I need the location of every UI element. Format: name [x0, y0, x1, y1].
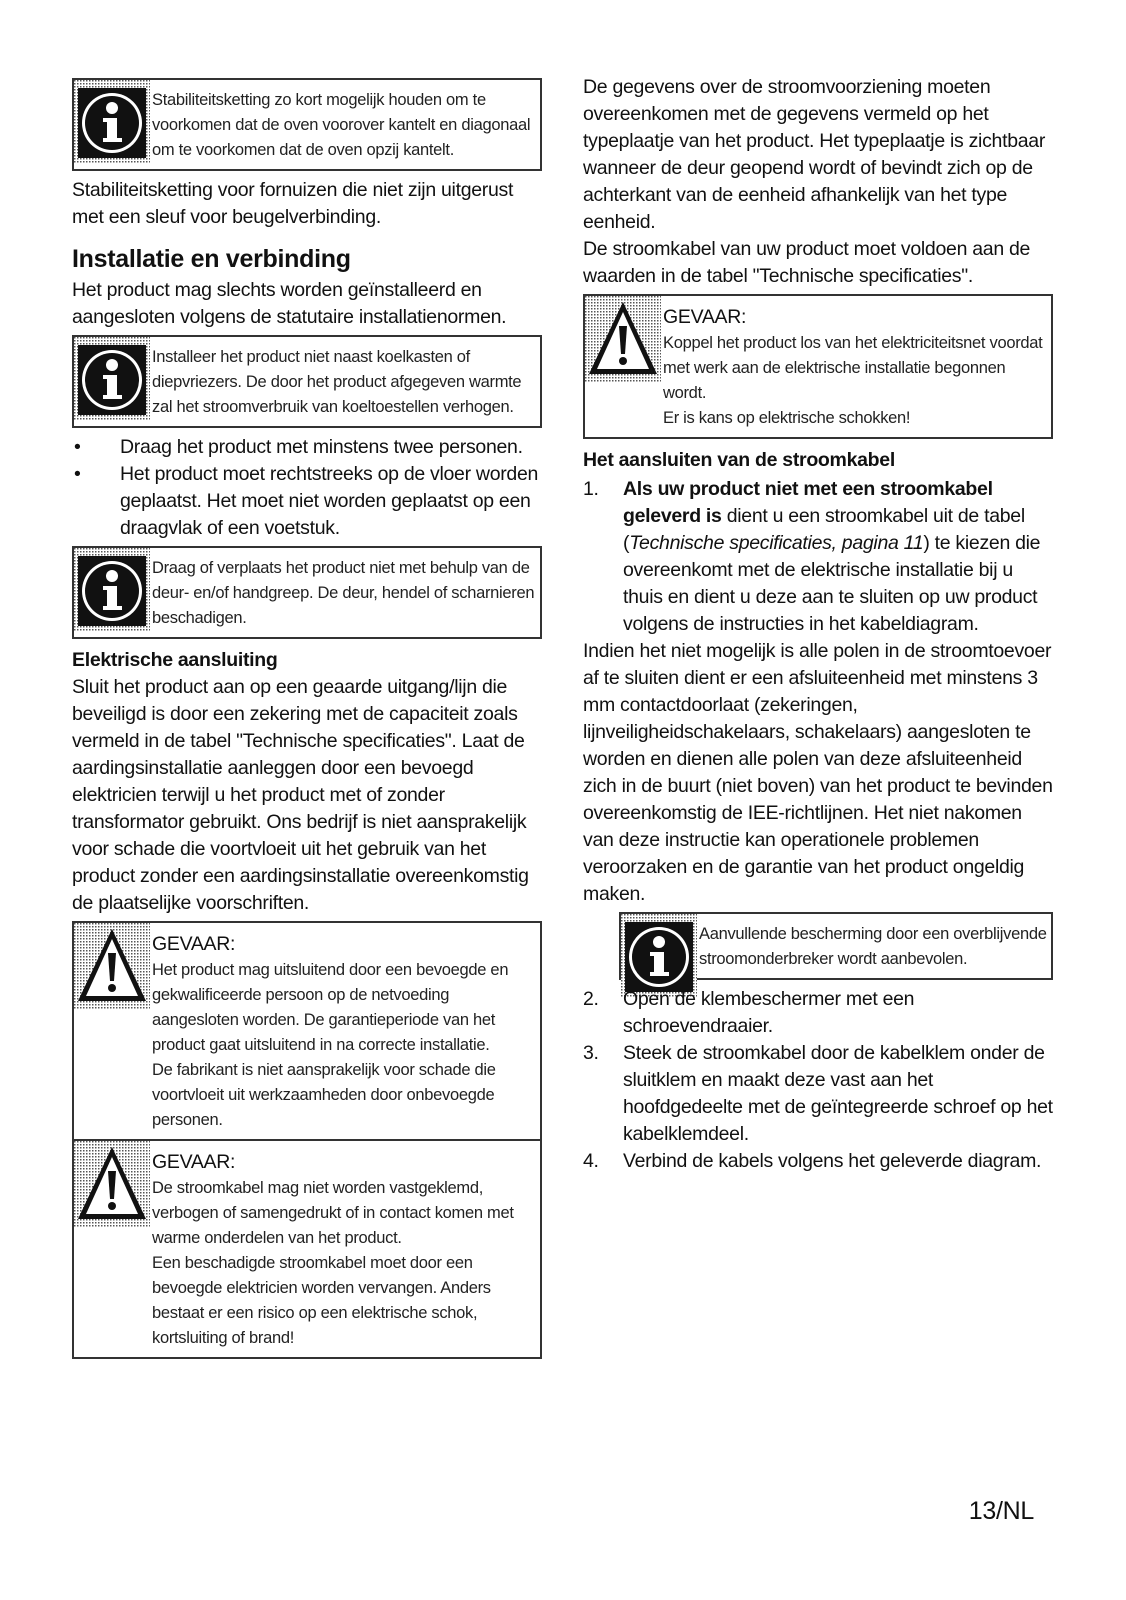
- cable-heading: Het aansluiten van de stroomkabel: [583, 449, 895, 471]
- page-number: 13/NL: [968, 1497, 1034, 1525]
- info-note-fridge: [72, 335, 542, 428]
- step-text: dient u een stroomkabel uit de tabel (: [623, 505, 1025, 554]
- danger-text: Er is kans op elektrische schokken!: [663, 409, 911, 427]
- install-heading: Installatie en verbinding: [72, 245, 351, 273]
- elec-paragraph: Sluit het product aan op een geaarde uitgang/lijn die beveiligd is door een zekering met de capaciteit zoals vermeld in de tabel "Technische specificaties". Laat de aardingsinstallatie aanleggen door een bevoegd elektricien terwijl u het product met of zonder transformator gebruikt. Ons bedrijf is niet aansprakelijk voor schade die voortvloeit uit het gebruik van het product zonder een aardingsinstallatie overeenkomstig de plaatselijke voorschriften.: [72, 676, 529, 914]
- info-note-breaker: [619, 912, 1053, 980]
- danger-text: Het product mag uitsluitend door een bevoegde en gekwalificeerde persoon op de netvoeding aangesloten worden. De garantieperiode van het product gaat uitsluitend in na correcte installatie.: [152, 961, 509, 1054]
- info-text: Draag of verplaats het product niet met behulp van de deur- en/of handgreep. De deur, hendel of scharnieren beschadigen.: [152, 559, 535, 627]
- info-icon: [74, 548, 150, 632]
- list-item: • Draag het product met minstens twee personen.: [72, 434, 542, 461]
- step-bold-text: Als uw product niet met een stroomkabel geleverd is: [623, 478, 993, 527]
- step-text: Steek de stroomkabel door de kabelklem onder de sluitklem en maakt deze vast aan het hoofdgedeelte met de geïntegreerde schroef op het kabelklemdeel.: [623, 1042, 1053, 1145]
- warning-icon: [585, 296, 661, 382]
- disconnect-paragraph: Indien het niet mogelijk is alle polen in de stroomtoevoer af te sluiten dient er een afsluiteenheid met minstens 3 mm contactdoorlaat (zekeringen, lijnveiligheidschakelaars, schakelaars) aangesloten te worden en dienen alle polen van deze afsluiteenheid zich in de buurt (niet boven) van het product te bevinden overeenkomstig de IEE-richtlijnen. Het niet nakomen van deze instructie kan operationele problemen veroorzaken en de garantie van het product ongeldig maken.: [583, 640, 1053, 905]
- step-number: 4.: [583, 1150, 599, 1172]
- danger-text: Een beschadigde stroomkabel moet door een bevoegde elektricien worden vervangen. Anders bestaat er een risico op een elektrische schok, kortsluiting of brand!: [152, 1254, 491, 1347]
- step-text: ) te kiezen die overeenkomt met de elektrische installatie bij u thuis en dient u deze aan te sluiten op uw product volgens de instructies in het kabeldiagram.: [623, 532, 1041, 635]
- install-paragraph: Het product mag slechts worden geïnstalleerd en aangesloten volgens de statutaire installatienormen.: [72, 279, 507, 328]
- danger-title: GEVAAR:: [152, 1151, 236, 1173]
- danger-text: De fabrikant is niet aansprakelijk voor schade die voortvloeit uit werkzaamheden door onbevoegde personen.: [152, 1061, 496, 1129]
- info-note-handle: [72, 546, 542, 639]
- info-text: Aanvullende bescherming door een overblijvende stroomonderbreker wordt aanbevolen.: [699, 925, 1047, 968]
- list-item: • Het product moet rechtstreeks op de vloer worden geplaatst. Het moet niet worden geplaatst op een draagvlak of een voetstuk.: [72, 461, 542, 542]
- danger-note-installer: [72, 921, 542, 1141]
- info-note-stability: [72, 78, 542, 171]
- step-number: 1.: [583, 478, 599, 500]
- step-list-2: [583, 986, 1053, 1175]
- danger-text: Koppel het product los van het elektriciteitsnet voordat met werk aan de elektrische installatie begonnen wordt.: [663, 334, 1043, 402]
- spec-reference: Technische specificaties, pagina 11: [629, 532, 924, 554]
- info-text: Installeer het product niet naast koelkasten of diepvriezers. De door het product afgegeven warmte zal het stroomverbruik van koeltoestellen verhogen.: [152, 348, 522, 416]
- step-text: Verbind de kabels volgens het geleverde diagram.: [623, 1150, 1042, 1172]
- bullet-list: [72, 434, 542, 542]
- info-icon: [74, 80, 150, 164]
- step-text: Open de klembeschermer met een schroevendraaier.: [623, 988, 915, 1037]
- list-item: [583, 1040, 1053, 1148]
- danger-note-cable: [72, 1139, 542, 1359]
- step-list-1: [583, 476, 1053, 638]
- info-text: Stabiliteitsketting zo kort mogelijk houden om te voorkomen dat de oven voorover kantelt en diagonaal om te voorkomen dat de oven opzij kantelt.: [152, 91, 531, 159]
- danger-title: GEVAAR:: [663, 306, 747, 328]
- danger-text: De stroomkabel mag niet worden vastgeklemd, verbogen of samengedrukt of in contact komen met warme onderdelen van het product.: [152, 1179, 514, 1247]
- step-number: 3.: [583, 1042, 599, 1064]
- step-number: 2.: [583, 988, 599, 1010]
- info-icon: [74, 337, 150, 421]
- warning-icon: [74, 923, 150, 1009]
- right-column: [583, 74, 1053, 1175]
- stability-paragraph: Stabiliteitsketting voor fornuizen die niet zijn uitgerust met een sleuf voor beugelverbinding.: [72, 179, 514, 228]
- left-column: [72, 74, 542, 1365]
- list-item: [583, 986, 1053, 1040]
- list-item: [583, 476, 1053, 638]
- power-data-paragraph: De gegevens over de stroomvoorziening moeten overeenkomen met de gegevens vermeld op het typeplaatje van het product. Het typeplaatje is zichtbaar wanneer de deur geopend wordt of bevindt zich op de achterkant van de eenheid afhankelijk van het type eenheid.: [583, 76, 1046, 233]
- danger-title: GEVAAR:: [152, 933, 236, 955]
- warning-icon: [74, 1141, 150, 1227]
- list-item: [583, 1148, 1053, 1175]
- elec-heading: Elektrische aansluiting: [72, 649, 278, 671]
- danger-note-disconnect: [583, 294, 1053, 439]
- power-cable-paragraph: De stroomkabel van uw product moet voldoen aan de waarden in de tabel "Technische specificaties".: [583, 238, 1031, 287]
